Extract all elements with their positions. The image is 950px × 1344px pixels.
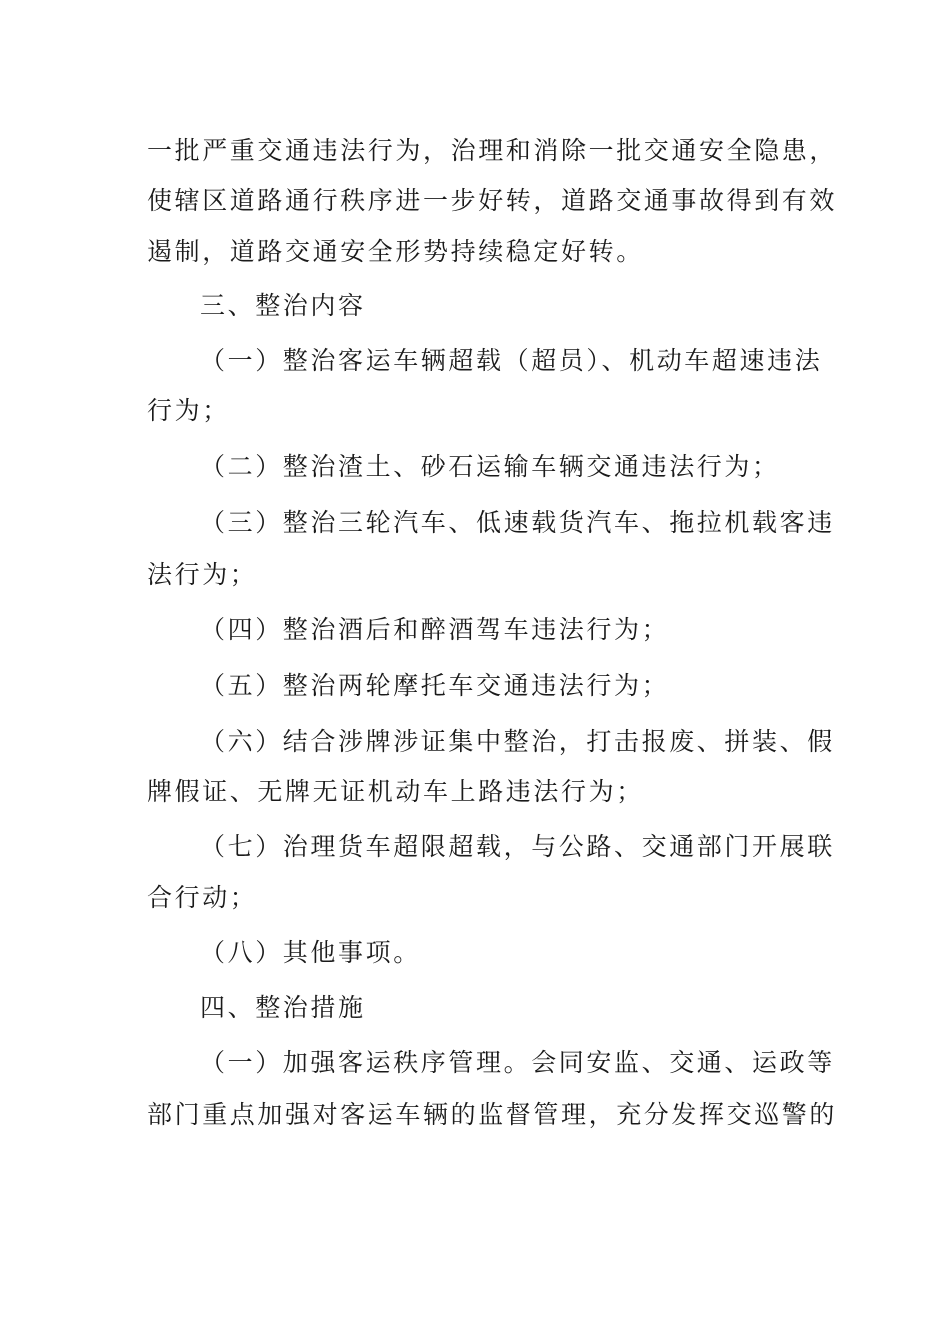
list-item-5: （五）整治两轮摩托车交通违法行为；	[200, 671, 670, 700]
list-item-1: （一）整治客运车辆超载（超员）、机动车超速违法	[200, 346, 823, 375]
measure-item-1: （一）加强客运秩序管理。会同安监、交通、运政等	[200, 1048, 835, 1077]
list-item-6-continued: 牌假证、无牌无证机动车上路违法行为；	[147, 777, 644, 806]
list-item-3-continued: 法行为；	[147, 560, 258, 589]
measure-item-1-continued: 部门重点加强对客运车辆的监督管理，充分发挥交巡警的	[147, 1100, 838, 1129]
section-heading-content: 三、整治内容	[200, 291, 366, 320]
list-item-8: （八）其他事项。	[200, 938, 421, 967]
section-heading-measures: 四、整治措施	[200, 993, 366, 1022]
list-item-7: （七）治理货车超限超载，与公路、交通部门开展联	[200, 832, 835, 861]
list-item-1-continued: 行为；	[147, 396, 230, 425]
list-item-7-continued: 合行动；	[147, 883, 258, 912]
body-text-line: 遏制，道路交通安全形势持续稳定好转。	[147, 237, 644, 266]
list-item-4: （四）整治酒后和醉酒驾车违法行为；	[200, 615, 670, 644]
list-item-2: （二）整治渣土、砂石运输车辆交通违法行为；	[200, 452, 780, 481]
body-text-line: 一批严重交通违法行为，治理和消除一批交通安全隐患，	[147, 136, 838, 165]
list-item-3: （三）整治三轮汽车、低速载货汽车、拖拉机载客违	[200, 508, 835, 537]
list-item-6: （六）结合涉牌涉证集中整治，打击报废、拼装、假	[200, 727, 835, 756]
body-text-line: 使辖区道路通行秩序进一步好转，道路交通事故得到有效	[147, 186, 838, 215]
